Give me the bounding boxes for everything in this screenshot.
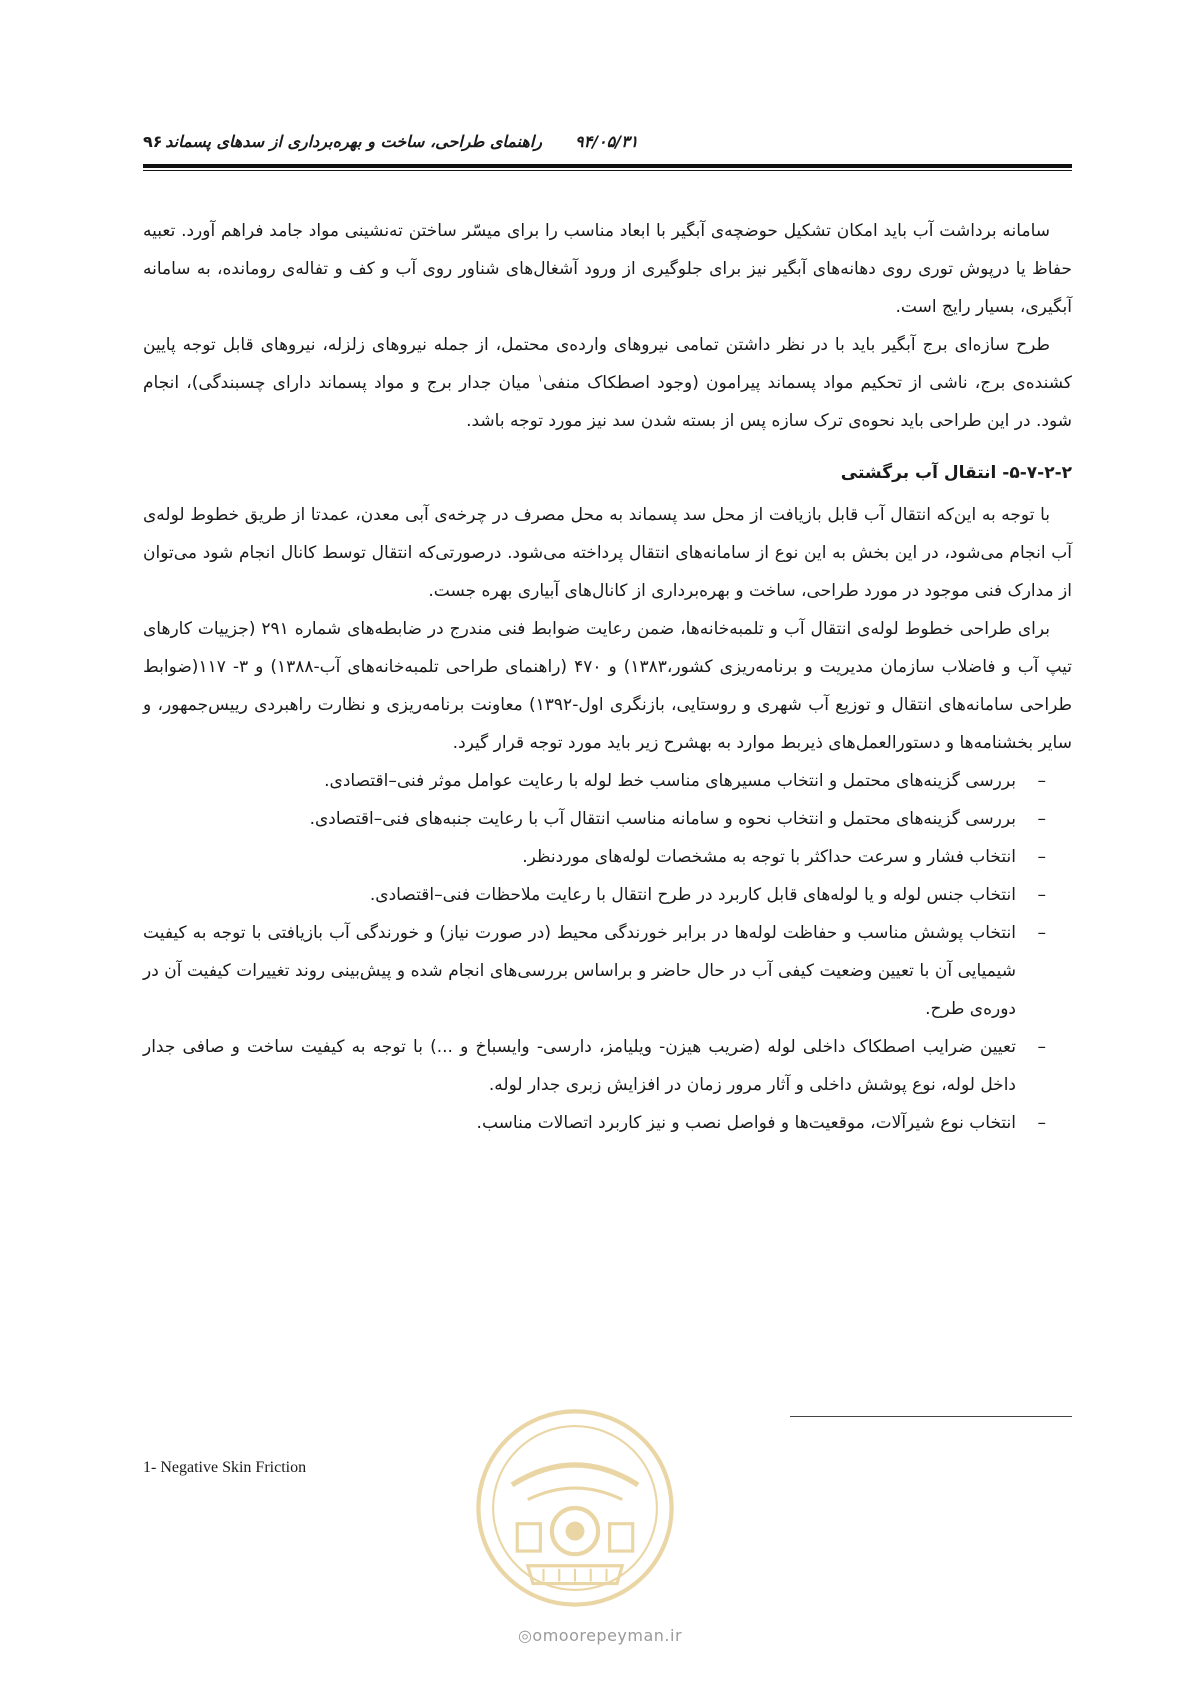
paragraph-return-water: با توجه به این‌که انتقال آب قابل بازیافت از محل سد پسماند به محل مصرف در چرخه‌ی آبی معدن، عمدتا از طریق خطوط لوله‌ی آب انجام می‌شود، در این بخش به این نوع از سامانه‌های انتقال پرداخته می‌شود. درصورتی‌که انتقال توسط کانال انجام شود می‌توان از مدارک فنی موجود در مورد طراحی، ساخت و بهره‌برداری از کانال‌های آبیاری بهره جست. (143, 505, 1072, 601)
footnote: 1- Negative Skin Friction (143, 1459, 307, 1476)
paragraph-water-intake: سامانه برداشت آب باید امکان تشکیل حوضچه‌ی آبگیر با ابعاد مناسب را برای میسّر ساختن ته‌نشینی مواد جامد فراهم آورد. تعبیه حفاظ یا درپوش توری روی دهانه‌های آبگیر نیز برای جلوگیری از ورود آشغال‌های شناور روی آب و کف و تفاله‌ی رومانده، به سامانه آبگیری، بسیار رایج است. (143, 221, 1072, 317)
watermark-url-text: omoorepeyman.ir (532, 1626, 683, 1645)
running-title: راهنمای طراحی، ساخت و بهره‌برداری از سدهای پسماند (165, 132, 542, 151)
main-content (143, 212, 1072, 1142)
list-item: – انتخاب جنس لوله و یا لوله‌های قابل کاربرد در طرح انتقال با رعایت ملاحظات فنی–اقتصادی. (143, 876, 1046, 914)
footnote-ref[interactable]: ۱ (537, 373, 543, 385)
page-header (143, 122, 1072, 162)
watermark-url (500, 1626, 700, 1645)
paragraph-tower-design (143, 326, 1072, 440)
globe-icon: ◎ (517, 1626, 533, 1645)
list-item: – انتخاب فشار و سرعت حداکثر با توجه به مشخصات لوله‌های موردنظر. (143, 838, 1046, 876)
header-date: ۹۴/۰۵/۳۱ (575, 132, 639, 151)
list-item: – انتخاب نوع شیرآلات، موقعیت‌ها و فواصل نصب و نیز کاربرد اتصالات مناسب. (143, 1104, 1046, 1142)
paragraph-pipeline-design: برای طراحی خطوط لوله‌ی انتقال آب و تلمبه‌خانه‌ها، ضمن رعایت ضوابط فنی مندرج در ضابطه‌های شماره ۲۹۱ (جزییات کارهای تیپ آب و فاضلاب سازمان مدیریت و برنامه‌ریزی کشور،۱۳۸۳) و ۴۷۰ (راهنمای طراحی تلمبه‌خانه‌های آب-۱۳۸۸) و ۳- ۱۱۷(ضوابط طراحی سامانه‌های انتقال و توزیع آب شهری و روستایی، بازنگری اول-۱۳۹۲) معاونت برنامه‌ریزی و نظارت راهبردی رییس‌جمهور، و سایر بخشنامه‌ها و دستورالعمل‌های ذیربط موارد به بهشرح زیر باید مورد توجه قرار گیرد. (143, 619, 1072, 753)
seal-logo-icon (470, 1403, 680, 1613)
header-rule-thick (143, 164, 1072, 168)
list-item: – بررسی گزینه‌های محتمل و انتخاب نحوه و سامانه مناسب انتقال آب با رعایت جنبه‌های فنی–اقتصادی. (143, 800, 1046, 838)
section-heading: ۵-۷-۲-۲- انتقال آب برگشتی (840, 463, 1072, 483)
page-number: ۹۶ (143, 132, 163, 151)
header-rule-thin (143, 170, 1072, 171)
requirements-list (143, 762, 1072, 1142)
list-item: – انتخاب پوشش مناسب و حفاظت لوله‌ها در برابر خورندگی محیط (در صورت نیاز) و خورندگی آب بازیافتی با توجه به کیفیت شیمیایی آن با تعیین وضعیت کیفی آب در حال حاضر و براساس بررسی‌های انجام شده و پیش‌بینی روند تغییرات کیفیت آن در دوره‌ی طرح. (143, 914, 1046, 1028)
paragraph-text: میان جدار برج و مواد پسماند دارای چسبندگی)، انجام شود. در این طراحی باید نحوه‌ی ترک سازه پس از بسته شدن سد نیز مورد توجه باشد. (143, 373, 1072, 431)
paragraph-text: طرح سازه‌ای برج آبگیر باید با در نظر داشتن تمامی نیروهای وارده‌ی محتمل، از جمله نیروهای زلزله، نیروهای قابل توجه پایین کشنده‌ی برج، ناشی از تحکیم مواد پسماند پیرامون (وجود اصطکاک منفی (143, 335, 1072, 393)
list-item: – تعیین ضرایب اصطکاک داخلی لوله (ضریب هیزن- ویلیامز، دارسی- وایسباخ و ...) با توجه به کیفیت ساخت و صافی جدار داخل لوله، نوع پوشش داخلی و آثار مرور زمان در افزایش زبری جدار لوله. (143, 1028, 1046, 1104)
footnote-separator (790, 1416, 1072, 1417)
list-item: – بررسی گزینه‌های محتمل و انتخاب مسیرهای مناسب خط لوله با رعایت عوامل موثر فنی–اقتصادی. (143, 762, 1046, 800)
